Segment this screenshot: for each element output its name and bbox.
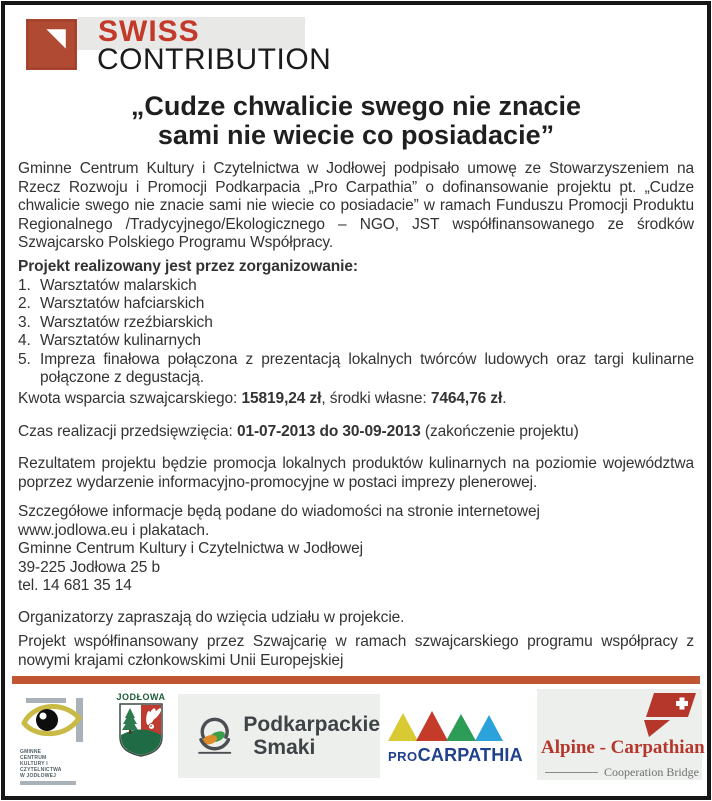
- contact-line: tel. 14 681 35 14: [18, 577, 132, 594]
- contact-block: [18, 503, 694, 596]
- list-item: 2. Warsztatów hafciarskich: [18, 295, 205, 312]
- own-amount: 7464,76 zł: [430, 390, 503, 407]
- swiss-label: SWISS: [98, 15, 200, 48]
- list-item: 3. Warsztatów rzeźbiarskich: [18, 313, 213, 331]
- gckicz-logo: [20, 696, 90, 785]
- list-item: 4. Warsztatów kulinarnych: [18, 332, 201, 349]
- title-line-2: sami nie wiecie co posiadacie”: [157, 120, 555, 150]
- timeline-line: Czas realizacji przedsięwzięcia: 01-07-2013 do 30-09-2013 (zakończenie projektu): [18, 423, 579, 440]
- carpathia-label: CARPATHIA: [417, 745, 523, 765]
- alpine-carpathian-logo: [537, 689, 705, 780]
- intro-paragraph: Gminne Centrum Kultury i Czytelnictwa w Jodłowej podpisało umowę ze Stowarzyszeniem na Rzecz Rozwoju i Promocji Podkarpacia „Pro Carpathia” o dofinansowanie projektu pt. „Cudze chwalicie swego nie znacie sami nie wiecie co posiadacie” w ramach Funduszu Promocji Produktu Regionalnego /Tradycyjnego/Ekologicznego – NGO, JST współfinansowanego ze środków Szwajcarsko Polskiego Programu Współpracy.: [18, 160, 694, 251]
- podkarpackie-label: Podkarpackie: [243, 713, 380, 736]
- swiss-amount: 15819,24 zł: [241, 390, 322, 407]
- funding-line: Kwota wsparcia szwajcarskiego: 15819,24 zł, środki własne: 7464,76 zł.: [18, 390, 507, 407]
- jodlowa-label: JODŁOWA: [116, 692, 166, 702]
- contact-line: 39-225 Jodłowa 25 b: [18, 558, 161, 576]
- pro-label: PRO: [388, 749, 418, 764]
- gckicz-caption: GMINNE CENTRUM KULTURY I CZYTELNICTWA W JODŁOWEJ: [20, 749, 62, 779]
- result-paragraph: Rezultatem projektu będzie promocja lokalnych produktów kulinarnych na poziomie województwa poprzez wydarzenie informacyjno-promocyjne w postaci imprezy plenerowej.: [18, 455, 694, 491]
- contact-line: Szczegółowe informacje będą podane do wiadomości na stronie internetowej: [18, 503, 540, 520]
- contact-line: www.jodlowa.eu i plakatach.: [18, 521, 210, 539]
- contact-line: Gminne Centrum Kultury i Czytelnictwa w Jodłowej: [18, 540, 363, 557]
- jodlowa-logo: [112, 692, 170, 763]
- cooperation-bridge-label: Cooperation Bridge: [604, 765, 699, 779]
- list-item: 5. Impreza finałowa połączona z prezentacją lokalnych twórców ludowych oraz targi kulinarne połączone z degustacją.: [18, 350, 694, 386]
- four-triangles-icon: [388, 710, 506, 742]
- alpine-rule: [545, 772, 598, 773]
- swiss-flag-bridge-icon: [636, 691, 698, 739]
- eye-logo-icon: [20, 696, 90, 744]
- contribution-label: CONTRIBUTION: [97, 43, 332, 76]
- project-list-header: Projekt realizowany jest przez zorganizowanie:: [18, 258, 358, 275]
- gckicz-underline: [20, 781, 76, 785]
- jodlowa-crest-icon: [118, 702, 164, 758]
- page-title: [0, 92, 712, 150]
- smaki-label: Smaki: [253, 736, 316, 759]
- project-list: [18, 258, 694, 388]
- red-divider-bar: [12, 676, 700, 684]
- alpine-carpathian-label: Alpine - Carpathian: [541, 737, 705, 758]
- project-dates: 01-07-2013 do 30-09-2013: [236, 423, 421, 440]
- bowl-leaves-icon: [196, 704, 233, 768]
- title-line-1: „Cudze chwalicie swego nie znacie: [130, 91, 582, 121]
- procarpathia-logo: [388, 710, 523, 766]
- list-item: 1. Warsztatów malarskich: [18, 276, 197, 294]
- cofinancing-paragraph: Projekt współfinansowany przez Szwajcarię w ramach szwajcarskiego programu współpracy z nowymi krajami członkowskimi Unii Europejskiej: [18, 633, 694, 669]
- invitation-line: Organizatorzy zapraszają do wzięcia udziału w projekcie.: [18, 609, 405, 626]
- podkarpackie-smaki-logo: [178, 694, 380, 778]
- swiss-contribution-square-icon: [26, 16, 77, 73]
